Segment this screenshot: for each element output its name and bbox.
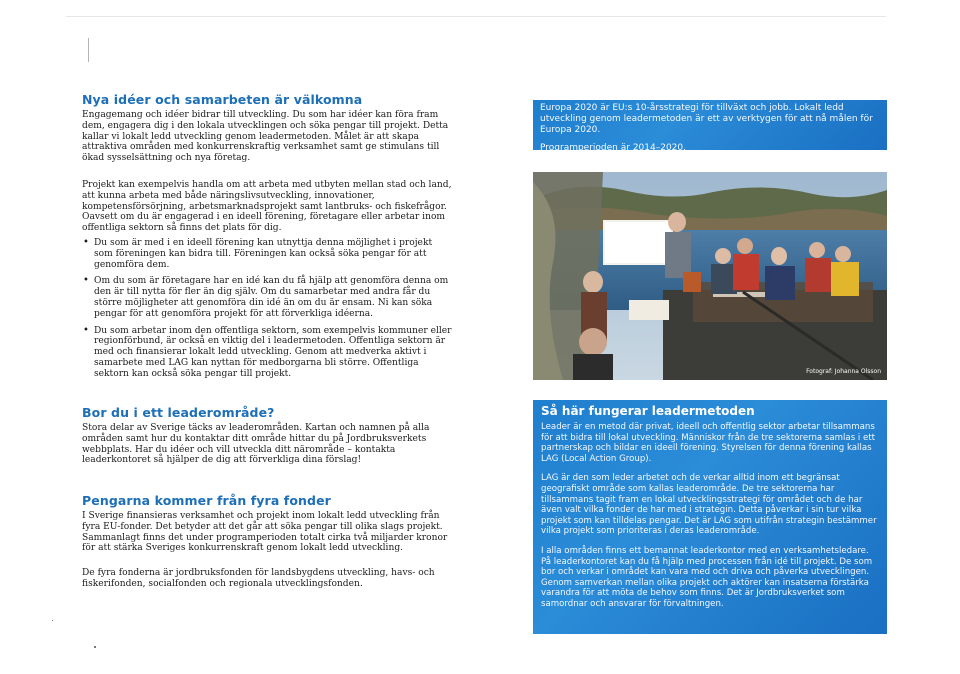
heading-funds: Pengarna kommer från fyra fonder <box>82 493 331 508</box>
margin-mark <box>88 38 89 62</box>
scan-speck <box>94 646 96 648</box>
section-ideas <box>82 92 452 164</box>
bullet-icon: • <box>83 324 89 336</box>
bullet-icon: • <box>83 275 89 287</box>
photo-illustration <box>533 172 887 380</box>
boat-meeting-photo <box>533 172 887 380</box>
heading-leader-area: Bor du i ett leaderområde? <box>82 405 275 420</box>
heading-ideas: Nya idéer och samarbeten är välkomna <box>82 92 363 107</box>
bullet-text: Du som är med i en ideell förening kan utnyttja denna möjlighet i projekt som föreningen kan bidra till. Föreningen kan också söka pengar för att genomföra dem. <box>94 238 433 270</box>
program-period-text: Programperioden är 2014–2020. <box>540 143 686 153</box>
bullet-text: Du som arbetar inom den offentliga sektorn, som exempelvis kommuner eller regionförbund, är också en viktig del i leadermetoden. Offentliga sektorn är med och finansierar lokalt ledd utveckling. Genom att medverka aktivt i samarbete med LAG kan nyttan för medborgarna bli större. Offentliga sektorn kan också söka pengar till projekt. <box>94 325 452 379</box>
bullet-text: Om du som är företagare har en idé kan du få hjälp att genomföra denna om den är till nytta för fler än dig själv. Om du samarbetar med andra får du större möjligheter att genomföra din idé än om du är ensam. Ni kan söka pengar för att genomföra projekt för att förverkliga idéerna. <box>94 276 449 319</box>
section-ideas-cont <box>82 180 452 234</box>
section-funds-cont <box>82 568 452 590</box>
photo-credit: Fotograf: Johanna Olsson <box>806 368 881 375</box>
funds-paragraph-1: I Sverige finansieras verksamhet och projekt inom lokalt ledd utveckling från fyra EU-fonder. Det betyder att det går att söka pengar till olika slags projekt. Sammanlagt finns det under programperioden totalt cirka två miljarder kronor för att stärka Sveriges konkurrenskraft genom lokalt ledd utveckling. <box>82 511 448 554</box>
list-item <box>82 238 452 270</box>
list-item <box>82 326 452 380</box>
how-leader-works-paragraph-2: LAG är den som leder arbetet och de verkar alltid inom ett begränsat geografiskt område som kallas leaderområde. De tre sektorerna har tillsammans tagit fram en lokal utvecklingsstrategi för området och de har även valt vilka fonder de har med i strategin. Detta påverkar i sin tur vilka projekt som kan tilldelas pengar. Det är LAG som utifrån strategin bestämmer vilka projekt som prioriteras i deras leaderområde. <box>541 473 877 537</box>
bullet-list <box>82 238 452 386</box>
ideas-paragraph-2: Projekt kan exempelvis handla om att arbeta med utbyten mellan stad och land, att kunna arbeta med både näringslivsutveckling, innovationer, kompetensförsörjning, arbetsmarknadsprojekt samt lantbruks- och fiskefrågor. Oavsett om du är engagerad i en ideell förening, företagare eller arbetar inom offentliga sektorn så finns det plats för dig. <box>82 180 452 234</box>
europe-2020-box <box>533 100 887 153</box>
scan-speck <box>52 620 53 621</box>
europe-2020-text: Europa 2020 är EU:s 10-årsstrategi för tillväxt och jobb. Lokalt ledd utveckling genom leadermetoden är ett av verktygen för att nå målen för Europa 2020. <box>540 103 873 135</box>
top-rule <box>66 16 886 17</box>
list-item <box>82 276 452 319</box>
bullet-icon: • <box>83 237 89 248</box>
how-leader-works-paragraph-3: I alla områden finns ett bemannat leaderkontor med en verksamhetsledare. På leaderkontoret kan du få hjälp med processen från idé till projekt. De som bor och verkar i området kan vara med och driva och påverka utvecklingen. Genom samverkan mellan olika projekt och aktörer kan insatserna förstärka varandra för att möta de behov som finns. Det är Jordbruksverket som samordnar och ansvarar för förvaltningen. <box>541 545 873 609</box>
how-leader-works-paragraph-1: Leader är en metod där privat, ideell och offentlig sektor arbetar tillsammans för att bidra till lokal utveckling. Människor från de tre sektorerna samlas i ett partnerskap och bildar en ideell förening. Styrelsen för denna förening kallas LAG (Local Action Group). <box>541 422 876 464</box>
how-leader-works-heading: Så här fungerar leadermetoden <box>541 404 755 418</box>
ideas-paragraph-1: Engagemang och idéer bidrar till utveckling. Du som har idéer kan föra fram dem, engagera dig i den lokala utvecklingen och söka pengar till projekt. Detta kallar vi lokalt ledd utveckling genom leadermetoden. Målet är att skapa attraktiva områden med konkurrenskraftig verksamhet samt ge stimulans till ökad sysselsättning och nya företag. <box>82 110 449 164</box>
leader-area-paragraph: Stora delar av Sverige täcks av leaderområden. Kartan och namnen på alla områden samt hur du kontaktar ditt område hittar du på Jordbruksverkets webbplats. Har du idéer och vill utveckla ditt närområde – kontakta leaderkontoret så hjälper de dig att förverkliga dina förslag! <box>82 423 430 466</box>
section-leader-area <box>82 405 452 466</box>
how-leader-works-box <box>533 400 887 634</box>
funds-paragraph-2: De fyra fonderna är jordbruksfonden för landsbygdens utveckling, havs- och fiskerifonden, socialfonden och regionala utvecklingsfonden. <box>82 568 435 589</box>
section-funds <box>82 493 452 554</box>
